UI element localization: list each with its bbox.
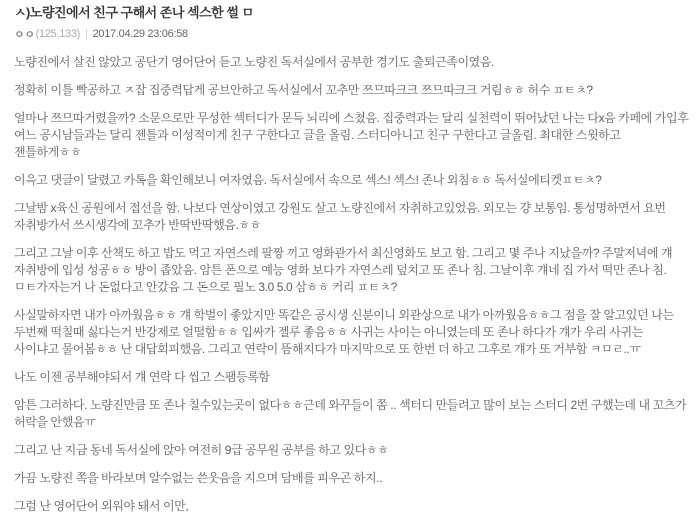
post-paragraph: 그날밤 x육신 공원에서 접선을 함. 나보다 연상이였고 강원도 살고 노량진에서 자취하고있었음. 외모는 걍 보통임. 통성명하면서 요번 자취방가서 쓰시생각에 꼬추가 반딱반딱했음.ㅎㅎ (14, 201, 666, 232)
post-header (14, 4, 690, 42)
post-paragraph: 이윽고 댓글이 달렸고 카톡을 확인해보니 여자였음. 독서실에서 속으로 섹스! 섹스! 존나 외침ㅎㅎ 독서실에티켓ㅍㅌㅊ? (14, 173, 602, 187)
post-paragraph: 사실말하자면 내가 아까웠음ㅎㅎ 걔 학벌이 좋았지만 똑같은 공시생 신분이니 외관상으로 내가 아까웠음ㅎㅎ그 점을 잘 알고있던 나는 두번째 떡칠때 싫다는거 반강제로 얼떨함ㅎㅎ 입싸가 젤루 좋음ㅎㅎ 사귀는 사이는 아니였는데 또 존나 하다가 걔가 우리 사귀는 사이냐고 물어봄ㅎㅎ 난 대답회피했음. 그리고 연락이 뜸해지다가 마지막으로 또 한번 더 하고 그후로 걔가 또 거부함 ㅋㅁㄹ..ㅠ (14, 308, 674, 356)
post-paragraph: 노량진에서 살진 않았고 공단기 영어단어 듣고 노량진 독서실에서 공부한 경기도 출퇴근족이였음. (14, 55, 494, 69)
post-paragraph: 얼마나 쯔므따거렸을까? 소문으로만 무성한 섹터디가 문득 뇌리에 스쳤음. 집중력과는 달리 실천력이 뛰어났던 나는 다x음 카페에 가입후 여느 공시남들과는 달리 젠틀과 이성적이게 친구 구한다고 글을 올림. 스터디아니고 친구 구한다고 글올림. 최대한 스윗하고 젠틀하게ㅎㅎ (14, 111, 689, 159)
post-paragraph: 그럼 난 영어단어 외워야 돼서 이만, (14, 499, 189, 513)
post-paragraph: 암튼 그러하다. 노량진만큼 또 존나 칠수있는곳이 없다ㅎㅎ근데 와꾸들이 쫌 .. 섹터디 만들려고 많이 보는 스터디 2번 구했는데 내 꼬츠가 허락을 안했음ㅠ (14, 398, 687, 429)
post-title: ㅅ)노량진에서 친구 구해서 존나 섹스한 썰 ㅁ (14, 5, 254, 20)
post-meta (14, 26, 690, 42)
post-body (14, 54, 690, 515)
meta-separator: | (85, 28, 88, 40)
post-paragraph: 나도 이젠 공부해야되서 걔 연락 다 씹고 스팸등록함 (14, 370, 270, 384)
author-ip: (125.133) (35, 28, 81, 40)
post-datetime: 2017.04.29 23:06:58 (92, 28, 188, 40)
post-paragraph: 가끔 노량진 쪽을 바라보며 알수없는 쓴웃음을 지으며 담배를 피우곤 하지.. (14, 471, 383, 485)
post-paragraph: 그리고 그날 이후 산책도 하고 밥도 먹고 자연스레 팔짱 끼고 영화관가서 최신영화도 보고 함. 그리고 몇 주나 지났을까? 주말저녁에 걔 자취방에 입성 성공ㅎㅎ 방이 좁았음. 암튼 폰으로 예능 영화 보다가 자연스레 덮치고 또 존나 침. 그날이후 걔네 집 가서 떡만 존나 침. ㅁㅌ가자는거 나 돈없다고 안갔음 그 돈으로 필노 3.0 5.0 삼ㅎㅎ 커리 ㅍㅌㅊ? (14, 246, 673, 294)
author-nickname: ㅇㅇ (14, 29, 35, 41)
post-paragraph: 그리고 난 지금 동네 독서실에 앉아 여전히 9급 공무원 공부를 하고 있다ㅎㅎ (14, 443, 389, 457)
post-paragraph: 정확히 이틀 빡공하고 ㅈ잡 집중력답게 공브안하고 독서실에서 꼬추만 쯔므따크크 쯔므따크크 거림ㅎㅎ 허수 ㅍㅌㅊ? (14, 83, 593, 97)
